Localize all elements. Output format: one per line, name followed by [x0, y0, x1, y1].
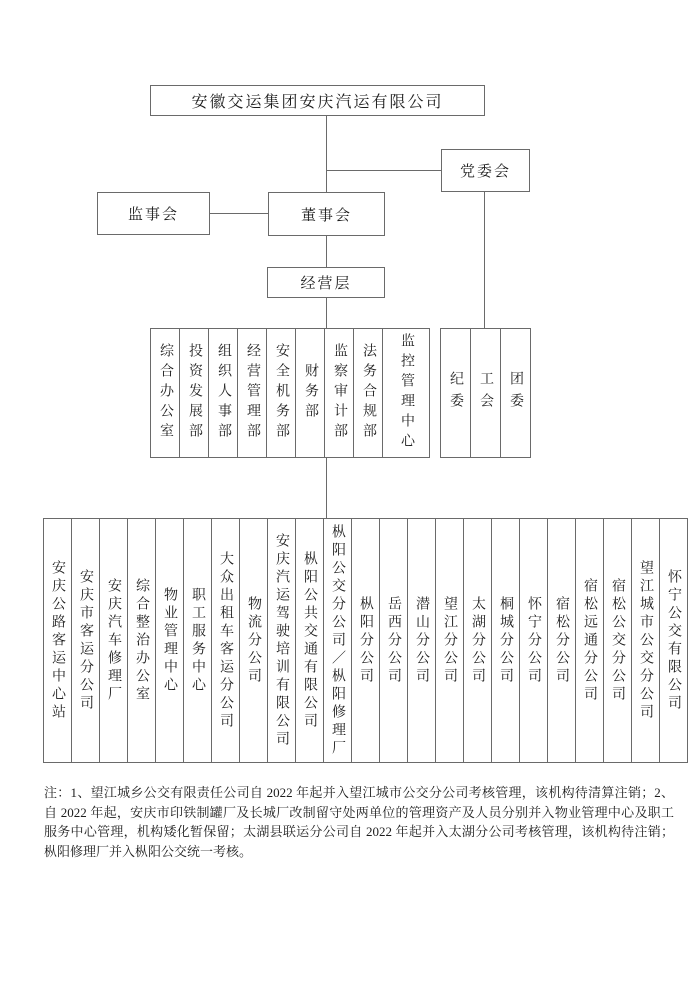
subsidiary-box: 宿松分公司: [547, 518, 576, 763]
subsidiary-box: 大众出租车客运分公司: [211, 518, 240, 763]
subsidiary-box: 安庆汽车修理厂: [99, 518, 128, 763]
departments-row: [150, 328, 430, 458]
subsidiary-box: 岳西分公司: [379, 518, 408, 763]
connector-trunk-top: [326, 115, 327, 192]
committee-box: 团委: [500, 328, 531, 458]
connector-party-branch: [326, 170, 442, 171]
connector-party-down: [484, 192, 485, 328]
subsidiary-box: 安庆汽运驾驶培训有限公司: [267, 518, 296, 763]
subsidiary-box: 宿松公交分公司: [603, 518, 632, 763]
department-box: 组织人事部: [208, 328, 238, 458]
subsidiary-box: 枞阳分公司: [351, 518, 380, 763]
connector-departments-to-subsidiaries: [326, 457, 327, 518]
subsidiary-box: 枞阳公交分公司／枞阳修理厂: [323, 518, 352, 763]
subsidiary-box: 望江城市公交分公司: [631, 518, 660, 763]
board-of-directors-box: [268, 192, 385, 236]
department-box: 财务部: [295, 328, 325, 458]
department-box: 综合办公室: [150, 328, 180, 458]
subsidiary-box: 桐城分公司: [491, 518, 520, 763]
connector-management-to-departments: [326, 298, 327, 328]
connector-supervisory-branch: [210, 213, 268, 214]
department-box: 监控管理中心: [382, 328, 430, 458]
management-level-label: 经营层: [300, 276, 352, 292]
footnote: 注：1、望江城乡公交有限责任公司自 2022 年起并入望江城市公交分公司考核管理，该机构待清算注销；2、自 2022 年起，安庆市印铁制罐厂及长城厂改制留守处两单位的管理资产及人员分别并入物业管理中心及职工服务中心管理，机构矮化暂保留；太湖县联运分公司自 2022 年起并入太湖分公司考核管理，该机构待注销；枞阳修理厂并入枞阳公交统一考核。: [44, 785, 674, 859]
committee-box: 工会: [470, 328, 501, 458]
department-box: 投资发展部: [179, 328, 209, 458]
subsidiary-box: 潜山分公司: [407, 518, 436, 763]
management-level-box: [267, 267, 385, 298]
root-company-box: [150, 85, 485, 116]
committees-row: [440, 328, 531, 458]
supervisory-board-label: 监事会: [127, 207, 179, 223]
subsidiary-box: 职工服务中心: [183, 518, 212, 763]
subsidiary-box: 安庆市客运分公司: [71, 518, 100, 763]
supervisory-board-box: [97, 192, 210, 235]
subsidiaries-row: [43, 518, 688, 763]
department-box: 经营管理部: [237, 328, 267, 458]
subsidiary-box: 望江分公司: [435, 518, 464, 763]
party-committee-box: [441, 149, 530, 192]
department-box: 法务合规部: [353, 328, 383, 458]
department-box: 安全机务部: [266, 328, 296, 458]
subsidiary-box: 物流分公司: [239, 518, 268, 763]
subsidiary-box: 综合整治办公室: [127, 518, 156, 763]
subsidiary-box: 怀宁公交有限公司: [659, 518, 688, 763]
subsidiary-box: 怀宁分公司: [519, 518, 548, 763]
root-company-label: 安徽交运集团安庆汽运有限公司: [191, 94, 444, 111]
board-of-directors-label: 董事会: [300, 207, 352, 224]
subsidiary-box: 安庆公路客运中心站: [43, 518, 72, 763]
connector-board-to-management: [326, 236, 327, 267]
department-box: 监察审计部: [324, 328, 354, 458]
subsidiary-box: 枞阳公共交通有限公司: [295, 518, 324, 763]
party-committee-label: 党委会: [459, 164, 511, 180]
committee-box: 纪委: [440, 328, 471, 458]
subsidiary-box: 物业管理中心: [155, 518, 184, 763]
subsidiary-box: 太湖分公司: [463, 518, 492, 763]
subsidiary-box: 宿松远通分公司: [575, 518, 604, 763]
